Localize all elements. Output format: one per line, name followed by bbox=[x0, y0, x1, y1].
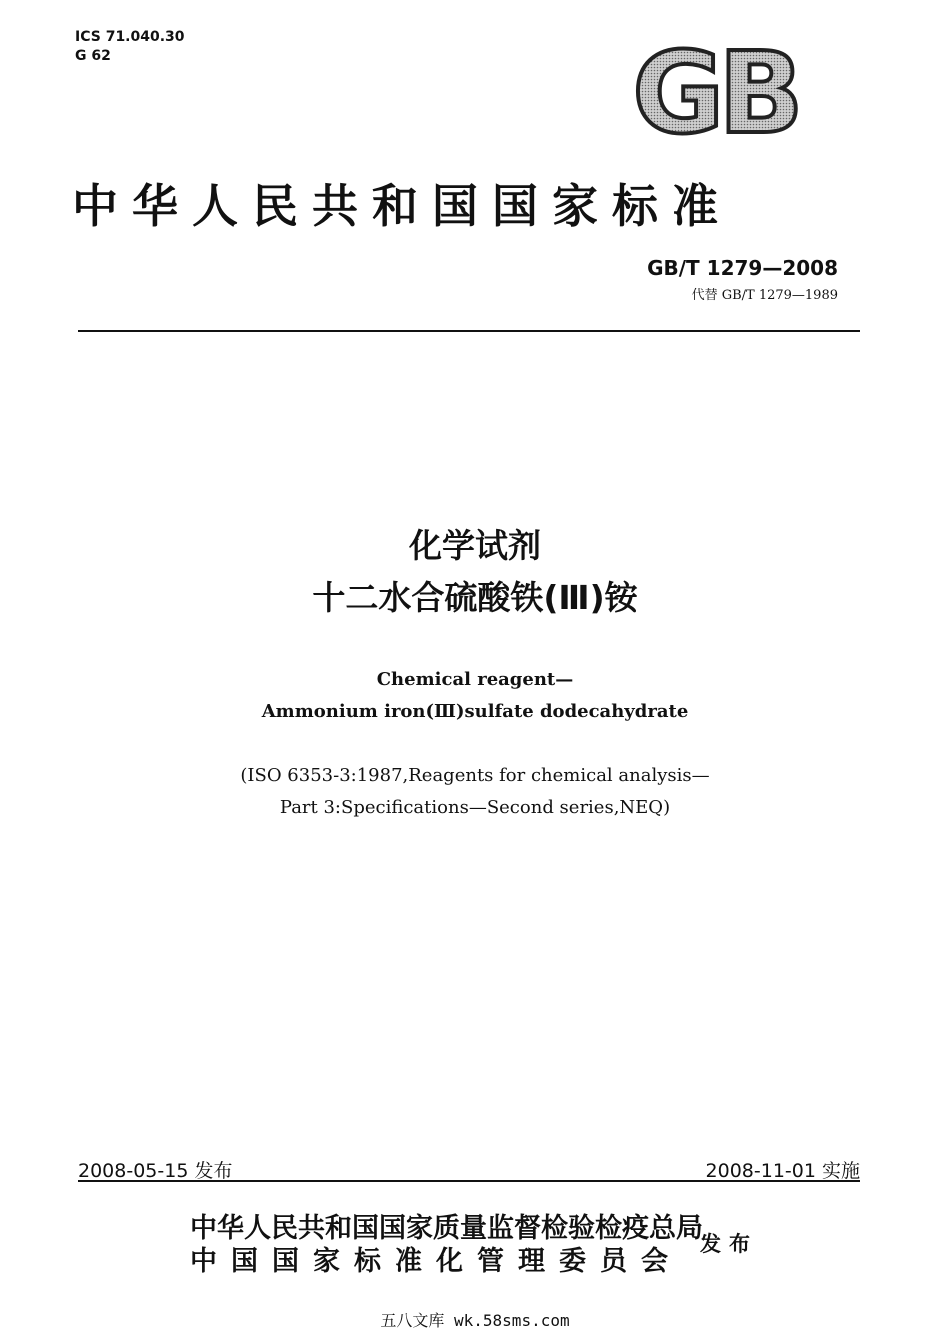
adoption-note-line-1: (ISO 6353-3:1987,Reagents for chemical analysis— bbox=[240, 765, 710, 786]
ics-code: ICS 71.040.30 bbox=[75, 29, 185, 45]
footer-divider bbox=[78, 1180, 860, 1182]
adoption-note bbox=[0, 760, 950, 824]
issuer-1: 中华人民共和国国家质量监督检验检疫总局 bbox=[190, 1213, 703, 1244]
replaces-standard: 代替 GB/T 1279—1989 bbox=[691, 288, 838, 303]
english-title-line-2: Ammonium iron(Ⅲ)sulfate dodecahydrate bbox=[261, 701, 689, 722]
gb-logo-lettering: GB bbox=[632, 42, 798, 142]
standard-number-block bbox=[647, 256, 838, 303]
issuer-2: 中国国家标准化管理委员会 bbox=[190, 1246, 682, 1277]
adoption-note-line-2: Part 3:Specifications—Second series,NEQ) bbox=[279, 797, 671, 818]
standard-code: GB/T 1279—2008 bbox=[647, 256, 838, 280]
issuing-authorities bbox=[190, 1212, 703, 1278]
publish-label: 发布 bbox=[700, 1232, 758, 1256]
header-divider bbox=[78, 330, 860, 332]
classification-codes bbox=[75, 28, 185, 66]
watermark-footer: 五八文库 wk.58sms.com bbox=[380, 1311, 570, 1330]
chinese-title-line-1: 化学试剂 bbox=[409, 526, 541, 565]
english-title-line-1: Chemical reagent— bbox=[376, 669, 574, 690]
english-title bbox=[0, 664, 950, 728]
chinese-title-line-2: 十二水合硫酸铁(Ⅲ)铵 bbox=[312, 578, 638, 617]
ccs-code: G 62 bbox=[75, 48, 111, 64]
implementation-date: 2008-11-01 实施 bbox=[705, 1160, 860, 1182]
standard-title: 中华人民共和国国家标准 bbox=[72, 179, 732, 233]
chinese-title bbox=[0, 520, 950, 624]
issue-date: 2008-05-15 发布 bbox=[78, 1160, 233, 1182]
gb-logo bbox=[620, 42, 810, 142]
